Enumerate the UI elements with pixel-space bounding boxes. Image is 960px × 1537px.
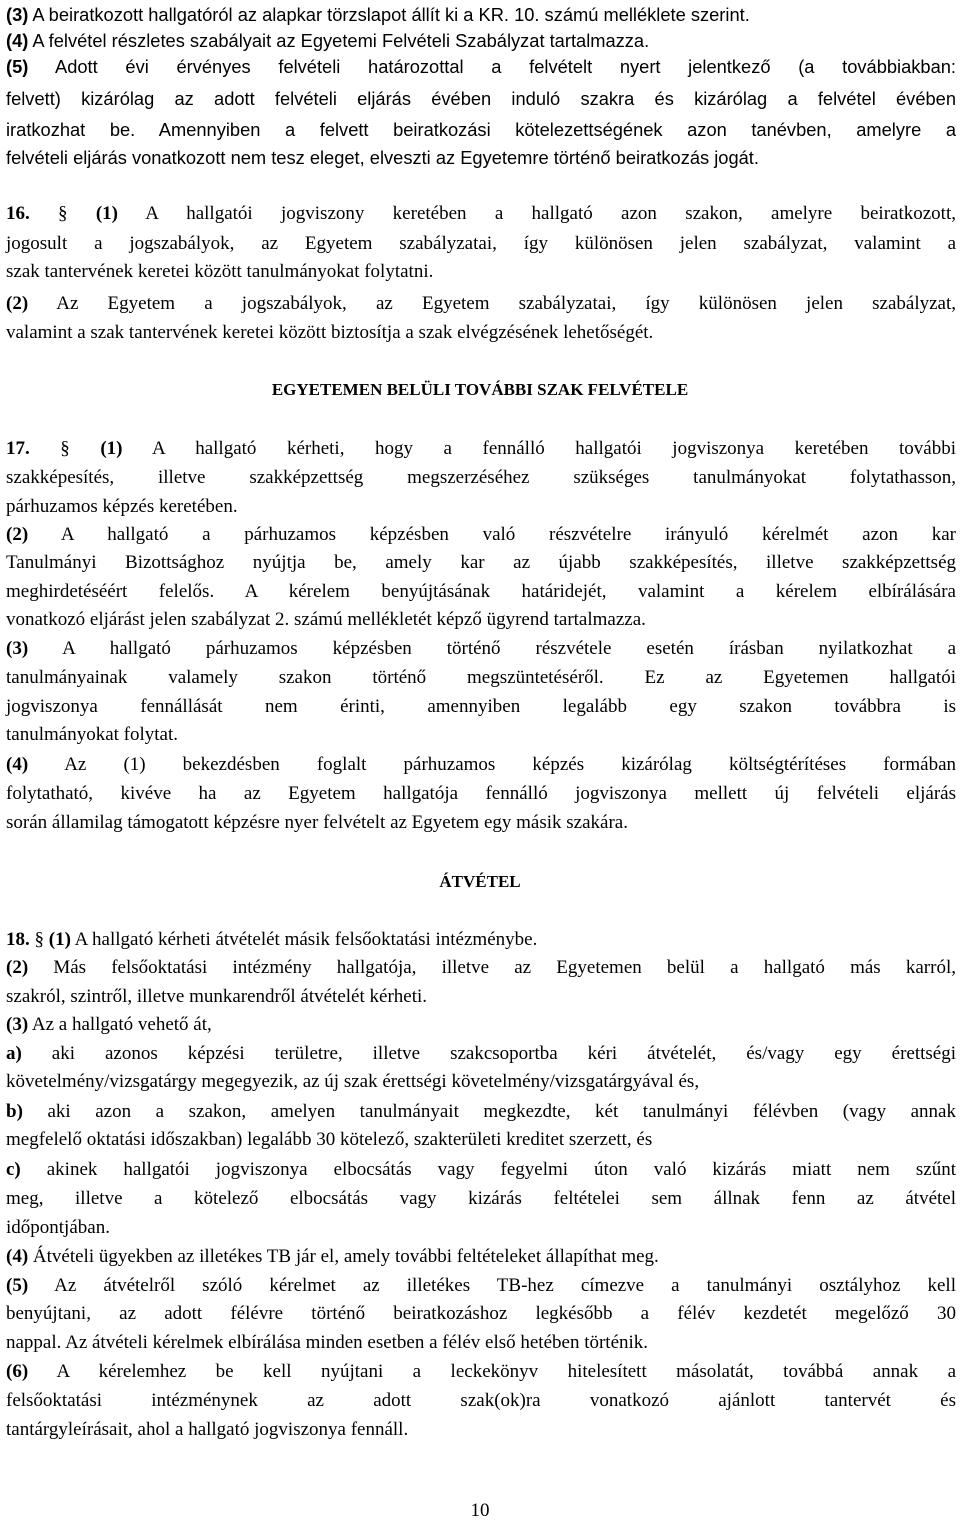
section-heading: ÁTVÉTEL	[439, 872, 521, 891]
para-text: A kérelemhez be kell nyújtani a leckekönyv hitelesített másolatát, továbbá annak a	[28, 1361, 956, 1382]
para-num: (4)	[6, 754, 29, 775]
top-para-5-line	[6, 52, 956, 81]
para-num: (1)	[95, 203, 118, 224]
para-text: A hallgatói jogviszony keretében a hallgató azon szakon, amelyre beiratkozott,	[118, 203, 956, 224]
s18-para-2-line: szakról, szintről, illetve munkarendről átvételét kérheti.	[6, 986, 428, 1007]
s18-para-2-line	[6, 953, 956, 982]
s17-para-2-line: meghirdetéséért felelős. A kérelem benyújtásának határidejét, valamint a kérelem elbírálására	[6, 581, 956, 602]
para-num: (3)	[6, 1014, 29, 1035]
s17-para-1-line	[6, 434, 956, 463]
para-num: (1)	[100, 438, 123, 459]
s16-para-2-line	[6, 289, 956, 318]
s18-item-c-line: meg, illetve a kötelező elbocsátás vagy kizárás feltételei sem állnak fenn az átvétel	[6, 1188, 956, 1209]
section-number: 16.	[6, 203, 30, 224]
s17-para-1-line: párhuzamos képzés keretében.	[6, 496, 238, 517]
top-para-5-line: felvételi eljárás vonatkozott nem tesz eleget, elveszti az Egyetemre történő beiratkozás jogát.	[6, 147, 759, 168]
section-number: 17.	[6, 438, 30, 459]
item-label: c)	[6, 1159, 21, 1180]
s18-para-5-line	[6, 1271, 956, 1300]
para-text: A hallgató párhuzamos képzésben történő részvétele esetén írásban nyilatkozhat a	[28, 638, 956, 659]
s18-para-6-line	[6, 1357, 956, 1386]
para-num: (5)	[6, 56, 29, 77]
para-text: A hallgató kérheti, hogy a fennálló hallgatói jogviszonya keretében további	[122, 438, 957, 459]
s17-para-3-line	[6, 634, 956, 663]
s18-item-c-line: időpontjában.	[6, 1217, 110, 1238]
s16-para-1-line: jogosult a jogszabályok, az Egyetem szabályzatai, így különösen jelen szabályzat, valamint a	[6, 233, 956, 254]
s17-para-4-line	[6, 750, 956, 779]
s18-para-4-line	[6, 1242, 956, 1271]
section-number: 18.	[6, 929, 30, 950]
s16-para-1-line: szak tantervének keretei között tanulmányokat folytatni.	[6, 261, 434, 282]
para-text: A hallgató kérheti átvételét másik felsőoktatási intézménybe.	[70, 929, 538, 950]
s18-item-b-line: megfelelő oktatási időszakban) legalább 30 kötelező, szakterületi kreditet szerzett, és	[6, 1129, 653, 1150]
s18-para-6-line: tantárgyleírásait, ahol a hallgató jogviszonya fennáll.	[6, 1419, 409, 1440]
para-text: Adott évi érvényes felvételi határozottal a felvételt nyert jelentkező (a továbbiakban:	[28, 56, 956, 77]
s17-para-2-line	[6, 520, 956, 549]
para-num: (2)	[6, 957, 29, 978]
top-para-5-line: iratkozhat be. Amennyiben a felvett beiratkozási kötelezettségének azon tanévben, amelyre a	[6, 119, 956, 140]
para-text: A hallgató a párhuzamos képzésben való részvételre irányuló kérelmét azon kar	[28, 524, 956, 545]
top-para-4	[6, 26, 956, 55]
top-para-5-line: felvett) kizárólag az adott felvételi eljárás évében induló szakra és kizárólag a felvétel évében	[6, 88, 956, 109]
s17-para-3-line: jogviszonya fennállását nem érinti, amennyiben legalább egy szakon továbbra is	[6, 696, 956, 717]
item-label: a)	[6, 1043, 22, 1064]
para-num: (2)	[6, 524, 29, 545]
s17-para-2-line: Tanulmányi Bizottsághoz nyújtja be, amely kar az újabb szakképesítés, illetve szakképzettség	[6, 552, 956, 573]
para-text: A beiratkozott hallgatóról az alapkar törzslapot állít ki a KR. 10. számú melléklete szerint.	[28, 4, 750, 25]
s18-item-a-line: követelmény/vizsgatárgy megegyezik, az új szak érettségi követelmény/vizsgatárgyával és,	[6, 1071, 700, 1092]
s18-para-6-line: felsőoktatási intézménynek az adott szak(ok)ra vonatkozó ajánlott tantervét és	[6, 1390, 956, 1411]
page-number: 10	[470, 1500, 490, 1521]
s17-para-4-line: során államilag támogatott képzésre nyer felvételt az Egyetem egy másik szakára.	[6, 812, 628, 833]
para-text: Az Egyetem a jogszabályok, az Egyetem szabályzatai, így különösen jelen szabályzat,	[28, 293, 956, 314]
s18-item-c-line	[6, 1155, 956, 1184]
para-text: Az a hallgató vehető át,	[28, 1014, 212, 1035]
para-num: (2)	[6, 293, 29, 314]
para-text: Az (1) bekezdésben foglalt párhuzamos képzés kizárólag költségtérítéses formában	[28, 754, 956, 775]
section-sign-icon: §	[58, 203, 68, 224]
s16-para-2-line: valamint a szak tantervének keretei között biztosítja a szak elvégzésének lehetőségét.	[6, 322, 654, 343]
s18-para-1-line	[6, 925, 956, 954]
section-sign-icon: §	[60, 438, 70, 459]
s17-para-2-line: vonatkozó eljárást jelen szabályzat 2. számú mellékletét képző ügyrend tartalmazza.	[6, 609, 646, 630]
section-heading: EGYETEMEN BELÜLI TOVÁBBI SZAK FELVÉTELE	[271, 380, 689, 399]
para-num: (1)	[48, 929, 71, 950]
s18-item-b-line	[6, 1097, 956, 1126]
para-num: (3)	[6, 4, 29, 25]
para-text: Átvételi ügyekben az illetékes TB jár el, amely további feltételeket állapíthat meg.	[28, 1246, 659, 1267]
para-num: (4)	[6, 30, 29, 51]
s17-para-4-line: folytatható, kivéve ha az Egyetem hallgatója fennálló jogviszonya mellett új felvételi eljárás	[6, 783, 956, 804]
para-num: (6)	[6, 1361, 29, 1382]
para-num: (5)	[6, 1275, 29, 1296]
item-label: b)	[6, 1101, 23, 1122]
para-num: (4)	[6, 1246, 29, 1267]
section-sign-icon: §	[34, 929, 44, 950]
s17-para-3-line: tanulmányainak valamely szakon történő megszüntetéséről. Ez az Egyetemen hallgatói	[6, 667, 956, 688]
para-text: Az átvételről szóló kérelmet az illetékes TB-hez címezve a tanulmányi osztályhoz kell	[28, 1275, 956, 1296]
para-text: Más felsőoktatási intézmény hallgatója, illetve az Egyetemen belül a hallgató más karról,	[28, 957, 956, 978]
s18-para-5-line: benyújtani, az adott félévre történő beiratkozáshoz legkésőbb a félév kezdetét megelőző 30	[6, 1303, 956, 1324]
item-text: aki azon a szakon, amelyen tanulmányait megkezdte, két tanulmányi félévben (vagy annak	[22, 1101, 956, 1122]
s16-para-1-line	[6, 199, 956, 228]
s17-para-3-line: tanulmányokat folytat.	[6, 724, 179, 745]
s18-para-5-line: nappal. Az átvételi kérelmek elbírálása minden esetben a félév első hetében történik.	[6, 1332, 649, 1353]
top-para-3	[6, 0, 956, 29]
s18-item-a-line	[6, 1039, 956, 1068]
para-text: A felvétel részletes szabályait az Egyetemi Felvételi Szabályzat tartalmazza.	[28, 30, 650, 51]
s18-para-3-line	[6, 1010, 956, 1039]
item-text: aki azonos képzési területre, illetve szakcsoportba kéri átvételét, és/vagy egy érettségi	[21, 1043, 956, 1064]
item-text: akinek hallgatói jogviszonya elbocsátás vagy fegyelmi úton való kizárás miatt nem szűnt	[20, 1159, 956, 1180]
s17-para-1-line: szakképesítés, illetve szakképzettség megszerzéséhez szükséges tanulmányokat folytathasson,	[6, 467, 956, 488]
para-num: (3)	[6, 638, 29, 659]
